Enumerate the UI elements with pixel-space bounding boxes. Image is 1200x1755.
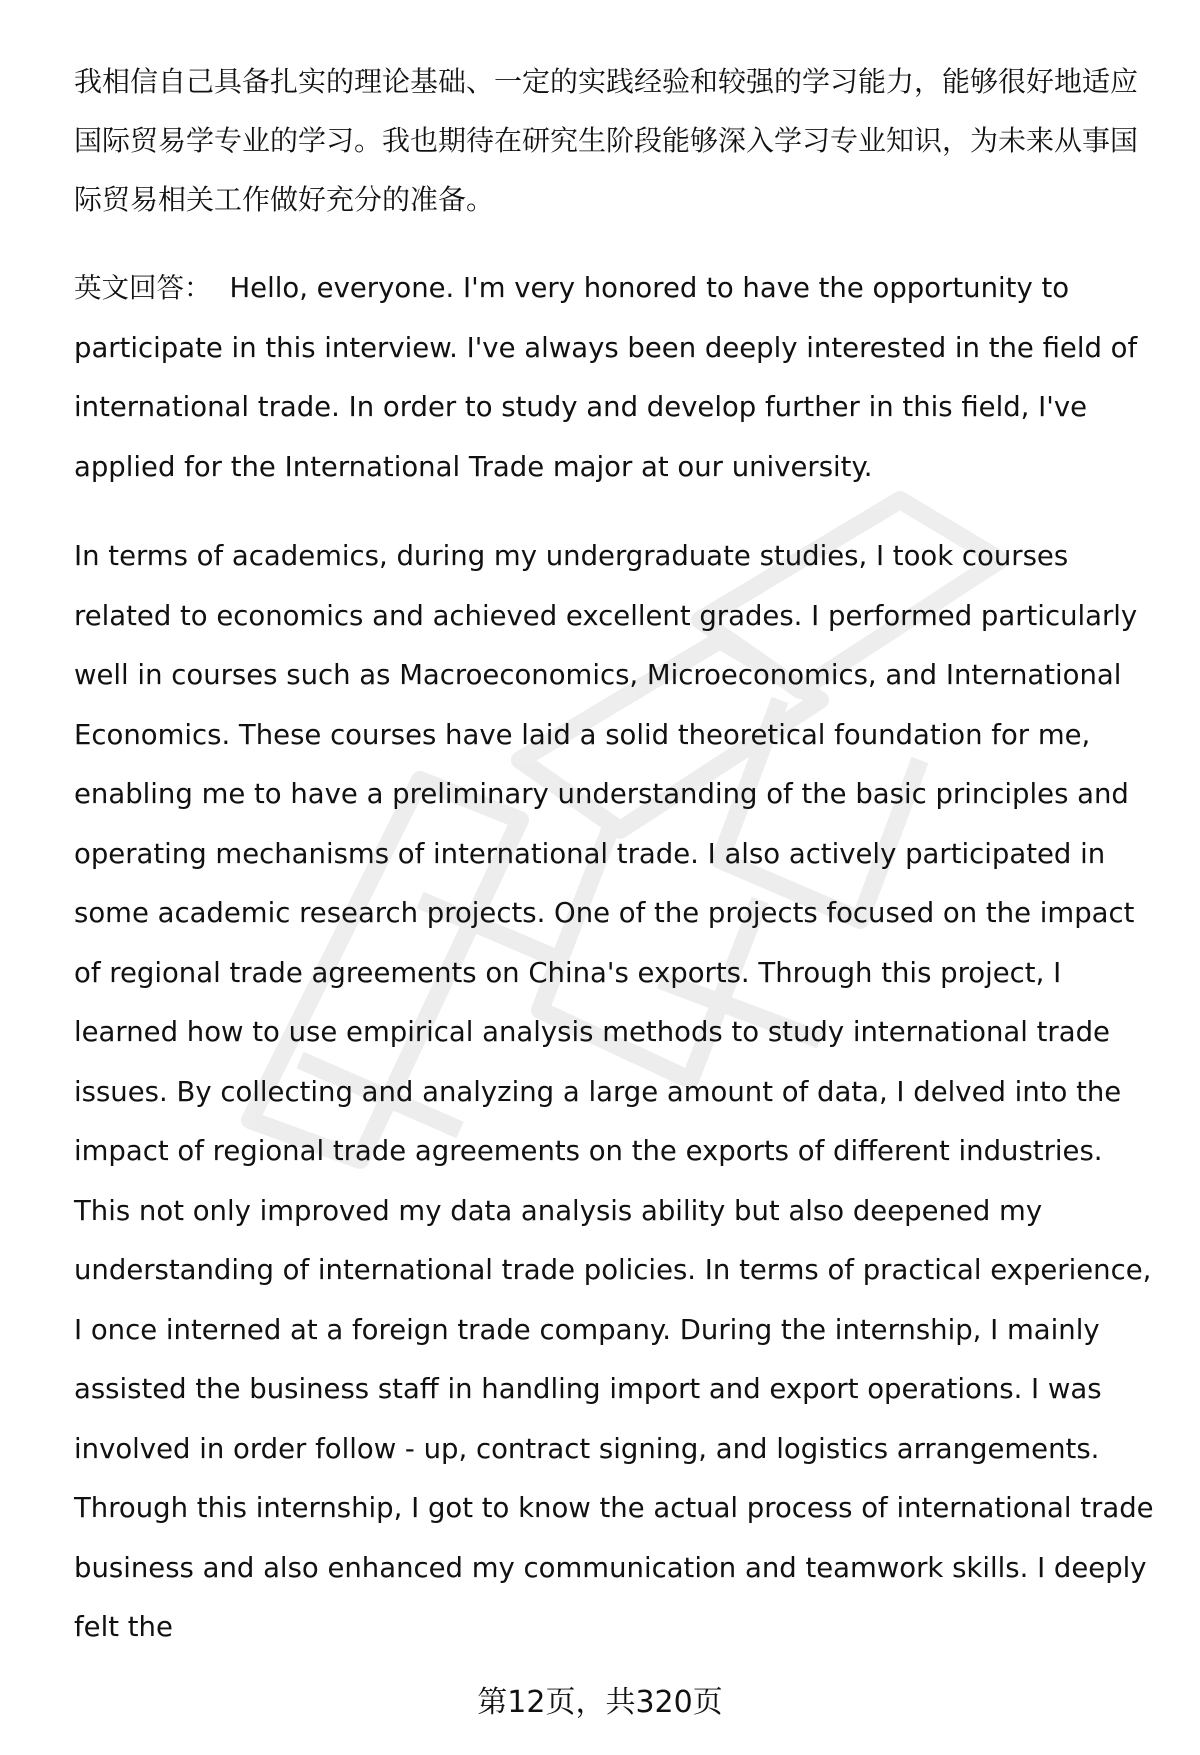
paragraph-academics-practice: In terms of academics, during my undergraduate studies, I took courses related to economics and achieved excellent grades. I performed particularly well in courses such as Macroeconomics, Microeconomics, and International Economics. These courses have laid a solid theoretical foundation for me, enabling me to have a preliminary understanding of the basic principles and operating mechanisms of international trade. I also actively participated in some academic research projects. One of the projects focused on the impact of regional trade agreements on China's exports. Through this project, I learned how to use empirical analysis methods to study international trade issues. By collecting and analyzing a large amount of data, I delved into the impact of regional trade agreements on the exports of different industries. This not only improved my data analysis ability but also deepened my understanding of international trade policies. In terms of practical experience, I once interned at a foreign trade company. During the internship, I mainly assisted the business staff in handling import and export operations. I was involved in order follow - up, contract signing, and logistics arrangements. Through this internship, I got to know the actual process of international trade business and also enhanced my communication and teamwork skills. I deeply felt the [74,540,1154,1643]
paragraph-chinese-conclusion: 我相信自己具备扎实的理论基础、一定的实践经验和较强的学习能力，能够很好地适应国际贸易学专业的学习。我也期待在研究生阶段能够深入学习专业知识，为未来从事国际贸易相关工作做好充分的准备。 [74,65,1139,216]
document-page [74,52,1160,1658]
page-number: 第12页，共320页 [477,1685,723,1720]
paragraph-english-intro [74,259,1160,497]
english-intro-text: Hello, everyone. I'm very honored to have the opportunity to participate in this interview. I've always been deeply interested in the field of international trade. In order to study and develop further in this field, I've applied for the International Trade major at our university. [74,272,1138,483]
english-answer-label: 英文回答： [74,272,212,304]
